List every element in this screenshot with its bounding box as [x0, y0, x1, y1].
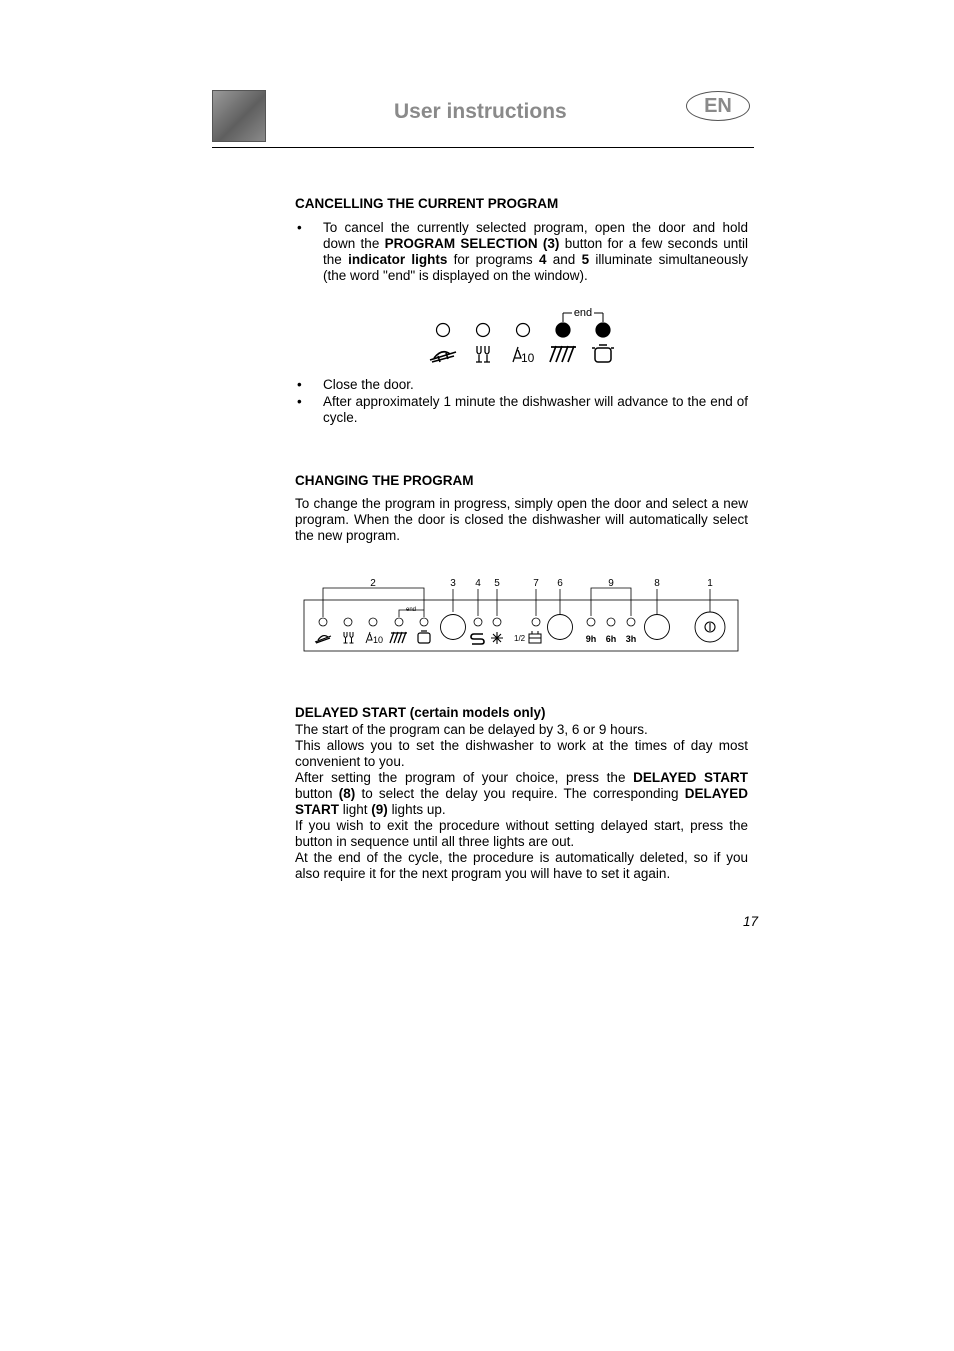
indicator-lights-figure	[420, 300, 630, 372]
callout-7: 7	[533, 578, 539, 589]
rinse-aid-warning-light	[493, 618, 501, 626]
program-5-ref: 5	[581, 252, 590, 267]
text-run: for programs	[453, 252, 533, 267]
callout-6: 6	[557, 578, 563, 589]
language-badge: EN	[686, 91, 750, 121]
program-light-1	[319, 618, 327, 626]
quick-wash-icon	[550, 346, 576, 362]
panel-end-label: end	[405, 607, 417, 613]
cancel-bullet-1	[323, 220, 748, 284]
program-4-ref: 4	[538, 252, 547, 267]
indicator-light-5-lit	[596, 323, 610, 337]
delayed-section-body	[295, 722, 748, 882]
delayed-start-light-ref: DELAYED START	[295, 786, 748, 817]
callout-1: 1	[707, 578, 713, 589]
callout-3: 3	[450, 578, 456, 589]
change-section-heading: CHANGING THE PROGRAM	[295, 473, 474, 488]
salt-warning-light	[474, 618, 482, 626]
glasses-icon	[476, 346, 490, 362]
half-load-button[interactable]	[548, 615, 573, 640]
delay-label-9h: 9h	[585, 634, 597, 644]
dishwasher-logo-icon	[212, 90, 266, 142]
cancel-section-heading: CANCELLING THE CURRENT PROGRAM	[295, 196, 559, 211]
text-run: to select the delay you require. The corresponding	[361, 786, 679, 801]
program-selection-ref: PROGRAM SELECTION (3)	[384, 236, 560, 251]
text-run: To cancel the currently selected program, open the door and hold down the	[323, 220, 748, 251]
half-load-label: 1/2	[514, 634, 526, 643]
delay-light-9h	[587, 618, 595, 626]
indicator-light-2	[477, 324, 490, 337]
bullet-marker: •	[297, 394, 302, 409]
bullet-marker: •	[297, 377, 302, 392]
delayed-start-button[interactable]	[645, 615, 670, 640]
program-light-3	[369, 618, 377, 626]
program-light-2	[344, 618, 352, 626]
half-load-light	[532, 618, 540, 626]
delayed-line-3	[295, 770, 748, 818]
button-8-ref: (8)	[338, 786, 356, 801]
delayed-line-5: At the end of the cycle, the procedure is automatically deleted, so if you also require it for the next program you will have to set it again.	[295, 850, 748, 881]
page-header-title: User instructions	[394, 100, 567, 123]
bullet-marker: •	[297, 220, 302, 235]
program-selection-button[interactable]	[441, 615, 466, 640]
cancel-bullet-2: Close the door.	[323, 377, 414, 392]
text-run: lights up.	[391, 802, 446, 817]
cancel-bullet-3: After approximately 1 minute the dishwasher will advance to the end of cycle.	[323, 394, 748, 425]
eco-10-icon	[513, 347, 535, 365]
callout-8: 8	[654, 578, 660, 589]
delay-label-6h: 6h	[605, 634, 617, 644]
delayed-start-ref: DELAYED START	[633, 770, 748, 785]
delayed-line-4: If you wish to exit the procedure without setting delayed start, press the button in sequence until all three lights are out.	[295, 818, 748, 849]
program-light-5	[420, 618, 428, 626]
indicator-light-3	[517, 324, 530, 337]
page-number: 17	[743, 914, 759, 929]
delayed-line-1: The start of the program can be delayed by 3, 6 or 9 hours.	[295, 722, 648, 737]
indicator-lights-ref: indicator lights	[348, 252, 448, 267]
text-run: light	[342, 802, 368, 817]
light-9-ref: (9)	[371, 802, 388, 817]
program-light-4	[395, 618, 403, 626]
eco-10-label: 10	[521, 351, 535, 365]
end-label: end	[573, 307, 593, 319]
header-divider	[212, 147, 754, 148]
callout-9: 9	[608, 578, 614, 589]
delay-light-6h	[607, 618, 615, 626]
heavy-wash-icon	[430, 352, 456, 362]
callout-2: 2	[370, 578, 376, 589]
soak-pot-icon	[592, 345, 614, 362]
change-section-text: To change the program in progress, simply open the door and select a new program. When the door is closed the dishwasher will automatically select the new program.	[295, 496, 748, 543]
text-run: and	[552, 252, 576, 267]
end-bracket	[563, 307, 603, 322]
delayed-line-2: This allows you to set the dishwasher to work at the times of day most convenient to you.	[295, 738, 748, 769]
panel-eco-10-label: 10	[373, 635, 384, 645]
callout-4: 4	[475, 578, 481, 589]
indicator-light-4-lit	[556, 323, 570, 337]
text-run: After setting the program of your choice, press the	[295, 770, 626, 785]
callout-5: 5	[494, 578, 500, 589]
text-run: illuminate simultaneously (the word "end" is displayed on the window).	[323, 252, 748, 283]
delay-light-3h	[627, 618, 635, 626]
delay-label-3h: 3h	[625, 634, 637, 644]
control-panel-figure	[300, 572, 742, 656]
text-run: button for a few seconds until the	[323, 236, 748, 267]
delayed-section-heading: DELAYED START (certain models only)	[295, 705, 546, 720]
text-run: button	[295, 786, 333, 801]
indicator-light-1	[437, 324, 450, 337]
control-panel-frame	[304, 600, 738, 651]
